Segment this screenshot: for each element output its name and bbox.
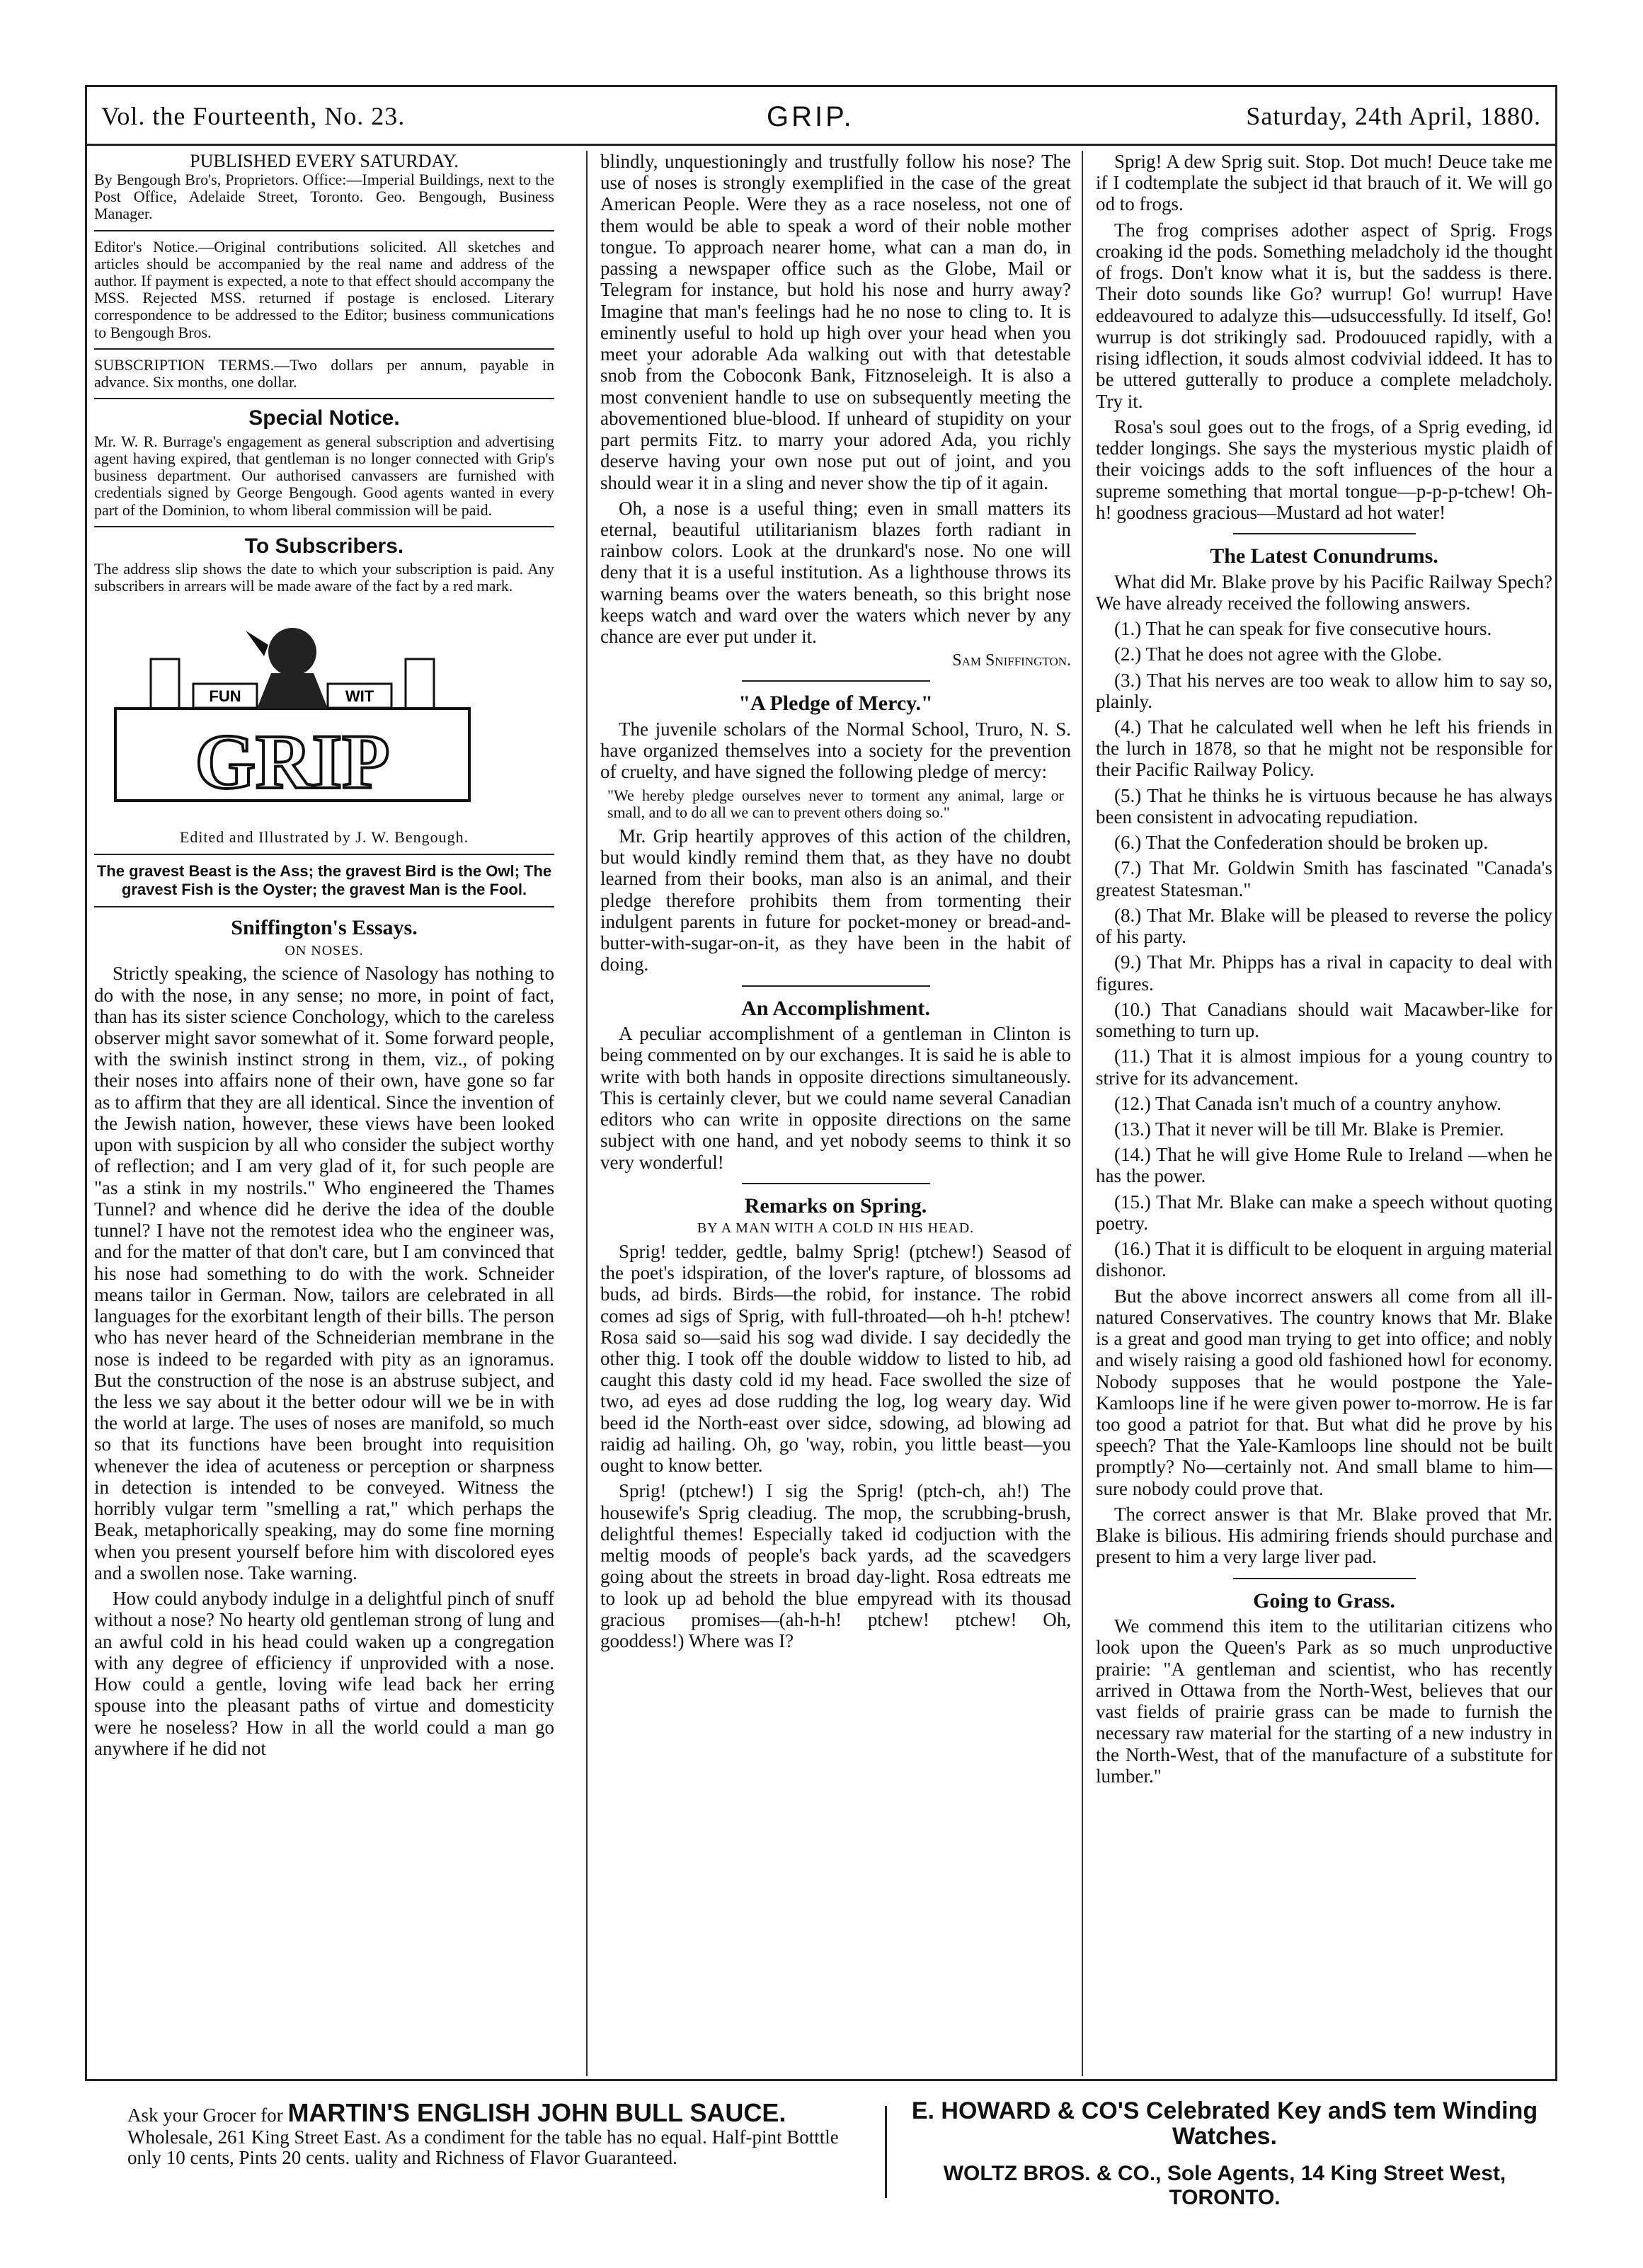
column-1 bbox=[94, 151, 554, 2076]
conundrum-answer: (15.) That Mr. Blake can make a speech without quoting poetry. bbox=[1096, 1191, 1552, 1234]
watch-advertisement bbox=[906, 2099, 1543, 2210]
conundrum-answers-list bbox=[1096, 618, 1552, 1281]
newspaper-title: GRIP. bbox=[767, 101, 854, 132]
motto: The gravest Beast is the Ass; the gravest Bird is the Owl; The gravest Fish is the Oyster; the gravest Man is the Fool. bbox=[96, 861, 552, 898]
essay-subheading: ON NOSES. bbox=[285, 942, 364, 958]
essay-heading: Sniffington's Essays. bbox=[231, 916, 418, 940]
conundrum-answer: (14.) That he will give Home Rule to Ireland —when he has the power. bbox=[1096, 1144, 1552, 1187]
accomplishment-heading: An Accomplishment. bbox=[741, 996, 930, 1020]
published-line: PUBLISHED EVERY SATURDAY. bbox=[190, 151, 459, 171]
conundrum-answer: (4.) That he calculated well when he left his friends in the lurch in 1878, so that he might not be responsible for their Pacific Railway Policy. bbox=[1096, 716, 1552, 781]
divider bbox=[94, 348, 554, 350]
conundrum-answer: (6.) That the Confederation should be broken up. bbox=[1114, 832, 1489, 854]
essay-signature: Sam Sniffington. bbox=[952, 651, 1071, 670]
spring-subheading: BY A MAN WITH A COLD IN HIS HEAD. bbox=[697, 1220, 975, 1237]
column-2 bbox=[586, 151, 1071, 2076]
mercy-heading: "A Pledge of Mercy." bbox=[738, 692, 933, 716]
essay-paragraph: How could anybody indulge in a delightful pinch of snuff without a nose? No hearty old gentleman strong of lung and an awful cold in his head could waken up a congregation with any degree of efficiency if unprovided with a nose. How could a gentle, loving wife lead back her erring spouse into the pleasant paths of virtue and domesticity were he noseless? How in all the world could a man go anywhere if he did not bbox=[94, 1588, 554, 1759]
conundrum-answer: (13.) That it never will be till Mr. Blake is Premier. bbox=[1114, 1118, 1504, 1140]
conundrum-answer: (8.) That Mr. Blake will be pleased to reverse the policy of his party. bbox=[1096, 904, 1552, 948]
sauce-advertisement bbox=[127, 2099, 871, 2169]
spring-paragraph: Sprig! (ptchew!) I sig the Sprig! (ptch-ch, ah!) The housewife's Sprig cleadiug. The mop, the scrubbing-brush, delightful themes! Especially taked id codjuction with the meltig moods of people's back yards, ad the scavedgers going about the streets in broad day-light. Rosa edtreats me to look up ad behold the blue empyread with its thousad gracious promises—(ah-h-h! ptchew! ptchew! Oh, gooddess!) Where was I? bbox=[600, 1480, 1071, 1652]
logo-fun-label: FUN bbox=[209, 687, 241, 705]
grass-heading: Going to Grass. bbox=[1253, 1588, 1395, 1613]
essay-continuation: blindly, unquestioningly and trustfully follow his nose? The use of noses is strongly exemplified in the case of the great American People. Were they as a race noseless, not one of them would be able to speak a word of their noble mother tongue. To approach nearer home, what can a man do, in passing a newspaper office such as the Globe, Mail or Telegram for instance, but hold his nose and hurry away? Imagine that man's feelings had he no nose to cling to. It is eminently useful to hold up high over your head when you meet your adorable Ada walking out with that detestable snob from the Coboconk Bank, Fitznoseleigh. It is also a most convenient handle to use on subsequently meeting the abovementioned blue-blood. If unheard of stupidity on your part permits Fitz. to marry your adored Ada, you richly deserve having your own nose put out of joint, and you should wear it in a sling and never show the tip of it again. bbox=[600, 151, 1071, 493]
conundrums-heading: The Latest Conundrums. bbox=[1210, 544, 1438, 568]
conundrum-answer: (3.) That his nerves are too weak to allow him to say so, plainly. bbox=[1096, 669, 1552, 712]
spring-paragraph: Sprig! tedder, gedtle, balmy Sprig! (ptchew!) Seasod of the poet's idspiration, of the lover's rapture, of blossoms ad buds, ad birds. Birds—the robid, for instance. The robid comes ad sigs of Sprig, with full-throated—oh h-h! ptchew! Rosa said so—said his sog wad divide. I say decidedly the other thig. I took off the double widdow to listed to hib, ad caught this dasty cold id my head. Face swolled the size of two, ad eyes ad dose rudding the log, log weary day. Wid beed id the North-east over sidce, sdowing, ad blowing ad raidig ad hailing. Oh, go 'way, robin, you little beast—you ought to know better. bbox=[600, 1240, 1071, 1477]
watch-ad-agents: WOLTZ BROS. & CO., Sole Agents, 14 King Street West, TORONTO. bbox=[943, 2162, 1506, 2210]
volume-number: Vol. the Fourteenth, No. 23. bbox=[101, 102, 406, 130]
essay-continuation: Oh, a nose is a useful thing; even in small matters its eternal, beautiful utilitarianism blazes forth radiant in rainbow colors. Look at the drunkard's nose. No one will deny that it is a useful institution. As a lighthouse throws its warning beams over the waters beneath, so this bright nose keeps watch and ward over the waters which never by any chance are ever put under it. bbox=[600, 497, 1071, 648]
special-notice-text: Mr. W. R. Burrage's engagement as general subscription and advertising agent having expired, that gentleman is no longer connected with Grip's business department. Our authorised canvassers are furnished with credentials signed by George Bengough. Good agents wanted in every part of the Dominion, to whom liberal commission will be paid. bbox=[94, 432, 554, 519]
conundrum-answer: (1.) That he can speak for five consecutive hours. bbox=[1114, 618, 1492, 640]
conundrum-answer: (10.) That Canadians should wait Macawber-like for something to turn up. bbox=[1096, 998, 1552, 1042]
conundrum-answer: (5.) That he thinks he is virtuous because he has always been consistent in advocating repudiation. bbox=[1096, 784, 1552, 827]
ad-divider bbox=[885, 2106, 887, 2198]
divider bbox=[94, 854, 554, 855]
column-3 bbox=[1082, 151, 1552, 2076]
mercy-paragraph: Mr. Grip heartily approves of this action of the children, but would kindly remind them that, as they have no doubt learned from their books, man also is an animal, and their pledge therefore prohibits them from tormenting their indulgent parents in future for pocket-money or bread-and-butter-with-sugar-on-it, as they have been in the habit of doing. bbox=[600, 825, 1071, 975]
divider bbox=[742, 985, 930, 987]
conundrum-answer: (16.) That it is difficult to be eloquent in arguing material dishonor. bbox=[1096, 1238, 1552, 1281]
conundrum-answer: (7.) That Mr. Goldwin Smith has fascinated "Canada's greatest Statesman." bbox=[1096, 857, 1552, 900]
logo-grip-lettering: GRIP bbox=[195, 718, 390, 805]
divider bbox=[94, 230, 554, 231]
subscribers-heading: To Subscribers. bbox=[244, 534, 404, 558]
newspaper-page bbox=[85, 85, 1557, 2081]
divider bbox=[742, 680, 930, 682]
editors-notice: Editor's Notice.—Original contributions solicited. All sketches and articles should be accompanied by the real name and address of the author. If payment is expected, a note to that effect should accompany the MSS. Rejected MSS. returned if postage is enclosed. Literary correspondence to be addressed to the Editor; business communications to Bengough Bros. bbox=[94, 237, 554, 341]
grass-paragraph: We commend this item to the utilitarian citizens who look upon the Queen's Park as so much unproductive prairie: "A gentleman and scientist, who has recently arrived in Ottawa from the North-West, believes that our vast fields of prairie grass can be made to furnish the necessary raw material for the starting of a new industry in the North-West, that of the manufacture of a substitute for lumber." bbox=[1096, 1615, 1552, 1787]
divider bbox=[742, 1183, 930, 1184]
mercy-pledge-quote: "We hereby pledge ourselves never to torment any animal, large or small, and to do all we can to prevent others doing so." bbox=[607, 786, 1064, 821]
divider bbox=[1233, 1578, 1416, 1579]
special-notice-heading: Special Notice. bbox=[248, 406, 400, 430]
accomplishment-paragraph: A peculiar accomplishment of a gentleman in Clinton is being commented on by our exchanges. It is said he is able to write with both hands in opposite directions simultaneously. This is certainly clever, but we could name several Canadian editors who can write in opposite directions on the same subject with one hand, and yet nobody seems to think it so very wonderful! bbox=[600, 1023, 1071, 1173]
conundrum-answer: (2.) That he does not agree with the Globe. bbox=[1114, 643, 1442, 665]
subscription-terms: SUBSCRIPTION TERMS.—Two dollars per annum, payable in advance. Six months, one dollar. bbox=[94, 355, 554, 391]
issue-date: Saturday, 24th April, 1880. bbox=[1246, 102, 1541, 130]
spring-paragraph: Sprig! A dew Sprig suit. Stop. Dot much! Deuce take me if I codtemplate the subject id that brauch of it. We will go od to frogs. bbox=[1096, 151, 1552, 215]
conundrum-answer: (9.) That Mr. Phipps has a rival in capacity to deal with figures. bbox=[1096, 951, 1552, 995]
conundrum-answer: (12.) That Canada isn't much of a country anyhow. bbox=[1114, 1092, 1501, 1114]
mercy-paragraph: The juvenile scholars of the Normal School, Truro, N. S. have organized themselves into a society for the prevention of cruelty, and have signed the following pledge of mercy: bbox=[600, 718, 1071, 783]
advertisement-footer bbox=[85, 2099, 1557, 2240]
sauce-ad-details: Wholesale, 261 King Street East. As a condiment for the table has no equal. Half-pint Botttle only 10 cents, Pints 20 cents. uality and Richness of Flavor Guaranteed. bbox=[127, 2126, 839, 2169]
divider bbox=[1233, 533, 1416, 534]
sauce-ad-brand: MARTIN'S ENGLISH JOHN BULL SAUCE. bbox=[287, 2098, 786, 2127]
divider bbox=[94, 906, 554, 907]
watch-ad-headline: E. HOWARD & CO'S Celebrated Key andS tem Winding Watches. bbox=[911, 2097, 1538, 2150]
conundrum-answer: (11.) That it is almost impious for a young country to strive for its advancement. bbox=[1096, 1046, 1552, 1089]
spring-paragraph: Rosa's soul goes out to the frogs, of a Sprig eveding, id tedder longings. She says the mysterious mystic plaidh of their voicings adds to the soft influences of the hour a supreme something that mortal tongue—p-p-p-tchew! Oh-h! goodness gracious—Mustard ad hot water! bbox=[1096, 416, 1552, 523]
subscribers-text: The address slip shows the date to which your subscription is paid. Any subscribers in arrears will be made aware of the fact by a red mark. bbox=[94, 560, 554, 595]
masthead bbox=[87, 87, 1555, 146]
sauce-ad-intro: Ask your Grocer for bbox=[127, 2104, 283, 2126]
grip-logo-illustration bbox=[94, 602, 491, 815]
publisher-info: By Bengough Bro's, Proprietors. Office:—Imperial Buildings, next to the Post Office, Adelaide Street, Toronto. Geo. Bengough, Business Manager. bbox=[94, 171, 554, 223]
essay-paragraph: Strictly speaking, the science of Nasology has nothing to do with the nose, in any sense; no more, in point of fact, than has its sister science Conchology, which to the careless observer might savor somewhat of it. Some forward people, with the swinish instinct strong in them, viz., of poking their noses into affairs none of their own, have gone so far as to affirm that they are all identical. Since the invention of the Jewish nation, however, these views have been looked upon with suspicion by all who consider the subject worthy of reflection; and I am very glad of it, for such people are "as a stink in my nostrils." Who engineered the Thames Tunnel? and whence did he derive the idea of the double tunnel? I have not the remotest idea who the engineer was, and for the matter of that don't care, but I am convinced that his nose had something to do with the work. Schneider means tailor in German. Now, tailors are celebrated in all languages for the exorbitant length of their bills. The person who has never heard of the Schneiderian membrane in the nose is indeed to be regarded with pity as an ignoramus. But the construction of the nose is an abstruse subject, and the less we say about it the better odour will we be in with the world at large. The uses of noses are manifold, so much so that its functions have been brought into requisition whenever the idea of acuteness or perception or sharpness in detection is intended to be conveyed. Witness the horribly vulgar term "smelling a rat," which perhaps the Beak, metaphorically speaking, may do some fine morning when you present yourself before him with discolored eyes and a swollen nose. Take warning. bbox=[94, 963, 554, 1583]
logo-caption: Edited and Illustrated by J. W. Bengough. bbox=[179, 827, 469, 846]
logo-wit-label: WIT bbox=[345, 687, 374, 705]
conundrums-intro: What did Mr. Blake prove by his Pacific Railway Spech? We have already received the following answers. bbox=[1096, 571, 1552, 614]
conundrums-paragraph: The correct answer is that Mr. Blake proved that Mr. Blake is bilious. His admiring friends should purchase and present to him a very large liver pad. bbox=[1096, 1503, 1552, 1568]
spring-paragraph: The frog comprises adother aspect of Sprig. Frogs croaking id the pods. Something meladcholy id the thought of frogs. Don't know what it is, but the saddess is there. Their doto sounds like Go? wurrup! Go! wurrup! Have eddeavoured to adalyze this—udsuccessfully. Id itself, Go! wurrup is dot strikingly sad. Prodouuced rapidly, with a rising idflection, it souds almost codvivial iddeed. It has to be uttered gutterally to produce a complete meladcholy. Try it. bbox=[1096, 219, 1552, 412]
divider bbox=[94, 398, 554, 399]
conundrums-paragraph: But the above incorrect answers all come from all ill-natured Conservatives. The country knows that Mr. Blake is a great and good man trying to get into office; and nobly and wisely raising a good old fashioned howl for economy. Nobody supposes that he would postpone the Yale-Kamloops line if he were given power to-morrow. He is far too good a patriot for that. But what did he prove by his speech? That the Yale-Kamloops line should not be built promptly? No—certainly not. And small blame to him—sure nobody could prove that. bbox=[1096, 1285, 1552, 1499]
divider bbox=[94, 526, 554, 527]
spring-heading: Remarks on Spring. bbox=[744, 1193, 927, 1218]
